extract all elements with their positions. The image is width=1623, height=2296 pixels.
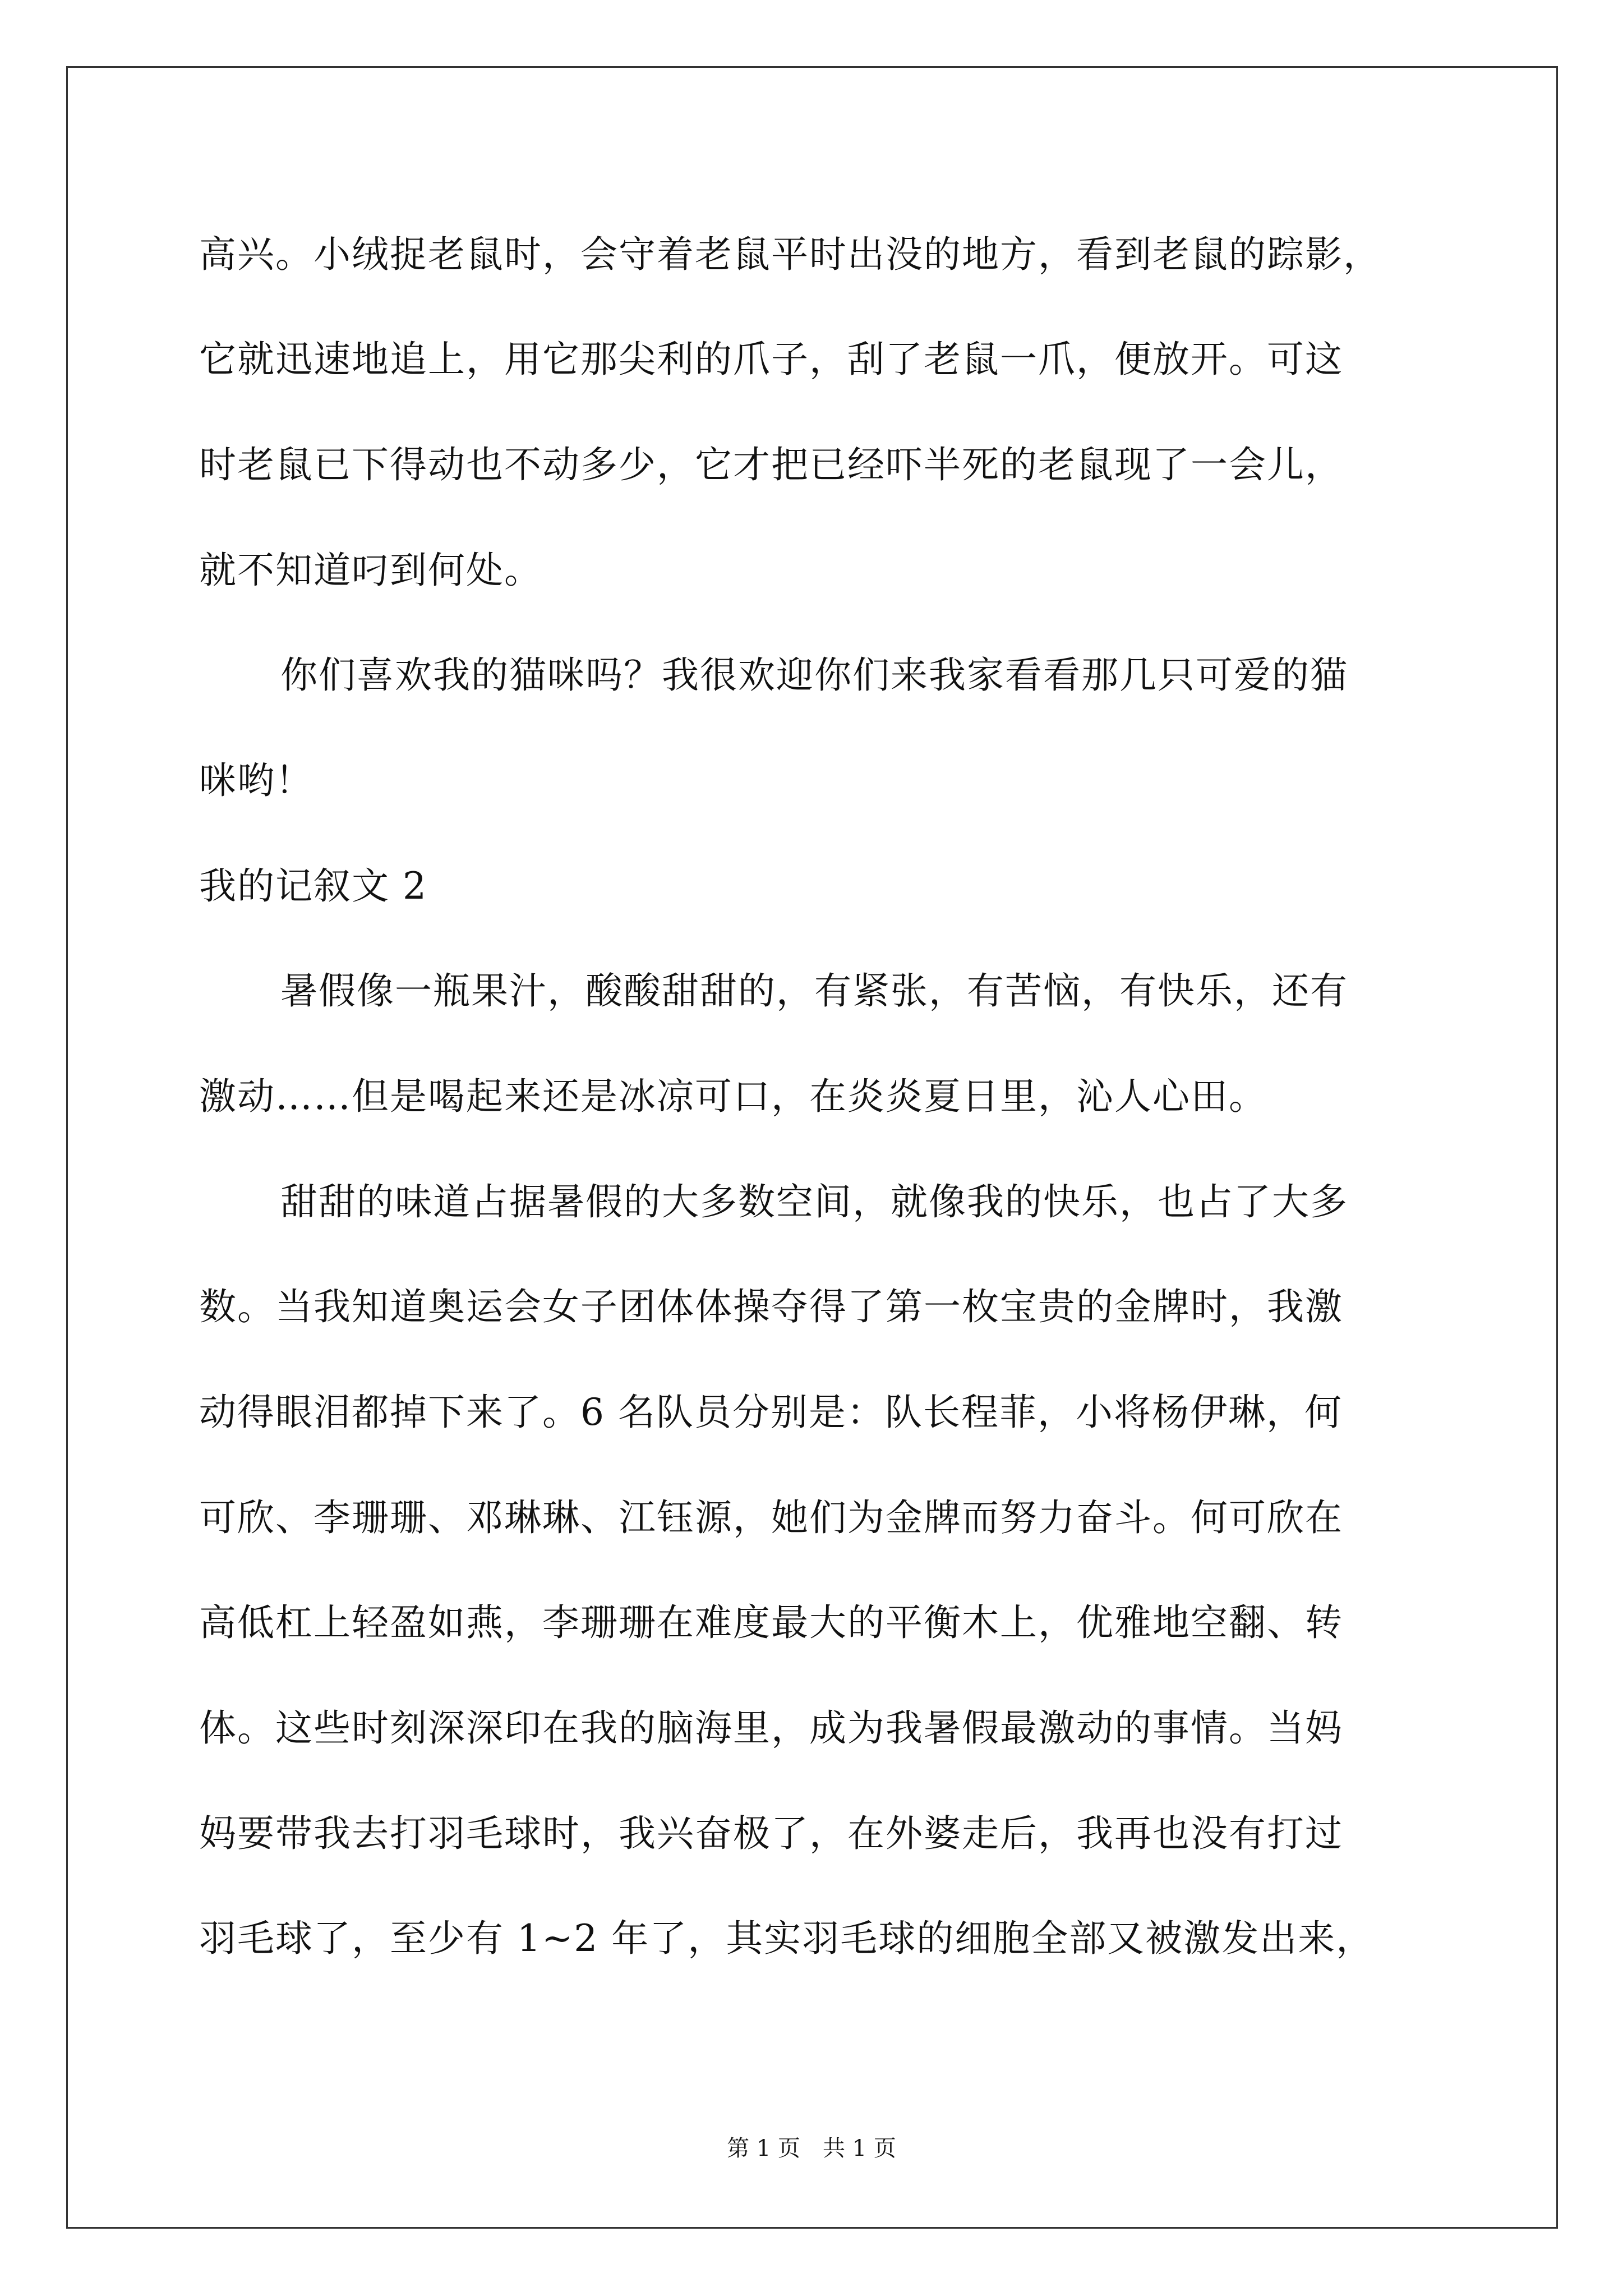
text-line: 甜甜的味道占据暑假的大多数空间，就像我的快乐，也占了大多 — [280, 1180, 1348, 1223]
text-line: 它就迅速地追上，用它那尖利的爪子，刮了老鼠一爪，便放开。可这 — [199, 338, 1343, 381]
page-footer: 第 1 页 共 1 页 — [727, 2136, 896, 2161]
text-line: 动得眼泪都掉下来了。6 名队员分别是：队长程菲，小将杨伊琳，何 — [199, 1391, 1343, 1434]
text-line: 时老鼠已下得动也不动多少，它才把已经吓半死的老鼠现了一会儿， — [199, 443, 1343, 486]
page-border — [66, 66, 1558, 2229]
text-line: 可欣、李珊珊、邓琳琳、江钰源，她们为金牌而努力奋斗。何可欣在 — [199, 1496, 1343, 1539]
text-line: 羽毛球了，至少有 1~2 年了，其实羽毛球的细胞全部又被激发出来， — [199, 1917, 1375, 1960]
text-line: 数。当我知道奥运会女子团体体操夺得了第一枚宝贵的金牌时，我激 — [199, 1285, 1343, 1328]
text-line: 激动……但是喝起来还是冰凉可口，在炎炎夏日里，沁人心田。 — [199, 1075, 1267, 1118]
text-line: 体。这些时刻深深印在我的脑海里，成为我暑假最激动的事情。当妈 — [199, 1706, 1343, 1750]
text-line: 妈要带我去打羽毛球时，我兴奋极了，在外婆走后，我再也没有打过 — [199, 1812, 1343, 1855]
text-line: 高低杠上轻盈如燕，李珊珊在难度最大的平衡木上，优雅地空翻、转 — [199, 1601, 1343, 1644]
text-line: 高兴。小绒捉老鼠时，会守着老鼠平时出没的地方，看到老鼠的踪影， — [199, 233, 1381, 276]
text-line: 咪哟！ — [199, 759, 313, 802]
text-line: 就不知道叼到何处。 — [199, 549, 542, 592]
text-line: 你们喜欢我的猫咪吗？我很欢迎你们来我家看看那几只可爱的猫 — [280, 654, 1348, 697]
text-line: 暑假像一瓶果汁，酸酸甜甜的，有紧张，有苦恼，有快乐，还有 — [280, 969, 1348, 1013]
section-heading: 我的记叙文 2 — [199, 864, 427, 908]
